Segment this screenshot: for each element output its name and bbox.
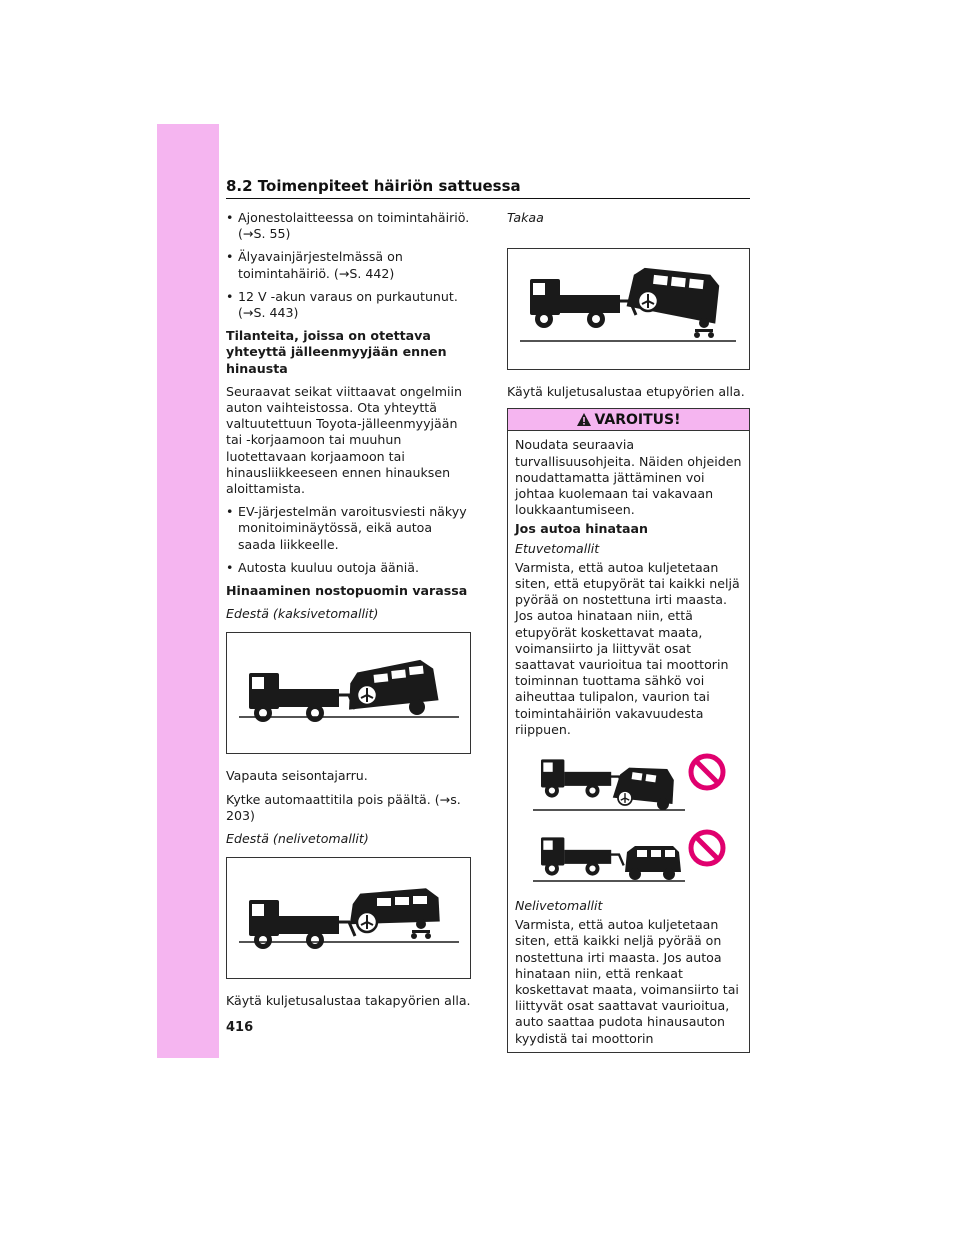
- towed-car-icon: [345, 659, 439, 716]
- figure-front-4wd: [226, 857, 471, 979]
- list-item: • Ajonestolaitteessa on toimintahäiriö. (→S. 55): [226, 210, 470, 242]
- wheel-dolly-icon: [638, 291, 658, 311]
- prohibition-icon: [691, 832, 723, 864]
- warning-intro: Noudata seuraavia turvallisuusohjeita. Näiden ohjeiden noudattamatta jättäminen voi johtaa kuolemaan tai vakavaan loukkaantumiseen.: [515, 437, 742, 518]
- text-release-brake: Vapauta seisontajarru.: [226, 768, 368, 784]
- figure-prohibited-towing: [515, 744, 743, 894]
- list-item: • Älyavainjärjestelmässä on toimintahäiriö. (→S. 442): [226, 249, 403, 281]
- figure-front-2wd: [226, 632, 471, 754]
- heading-boom-towing: Hinaaminen nostopuomin varassa: [226, 583, 468, 599]
- list-item: • EV-järjestelmän varoitusviesti näkyy monitoiminäytössä, eikä autoa saada liikkeelle.: [226, 504, 467, 552]
- wheel-dolly-icon: [357, 912, 377, 932]
- list-item: • 12 V -akun varaus on purkautunut. (→S. 443): [226, 288, 458, 321]
- warning-title: VAROITUS!: [594, 411, 681, 428]
- caption-front-2wd: Edestä (kaksivetomallit): [226, 606, 379, 622]
- page-number: 416: [226, 1020, 254, 1035]
- warning-box: [507, 408, 750, 1052]
- figure-rear: [507, 248, 750, 370]
- left-column: [226, 210, 471, 1016]
- text-rear-dolly: Käytä kuljetusalustaa takapyörien alla.: [226, 993, 471, 1009]
- prohibition-icon: [691, 756, 723, 788]
- right-column: [507, 210, 750, 1053]
- caption-front-4wd: Edestä (nelivetomallit): [226, 831, 369, 847]
- section-title: 8.2 Toimenpiteet häiriön sattuessa: [226, 177, 521, 195]
- list-item: • Autosta kuuluu outoja ääniä.: [226, 559, 419, 575]
- towed-car-icon: [625, 846, 681, 880]
- warning-triangle-icon: [577, 413, 591, 426]
- text-front-dolly: Käytä kuljetusalustaa etupyörien alla.: [507, 384, 745, 400]
- heading-contact-dealer: Tilanteita, joissa on otettava yhteyttä jälleenmyyjään ennen hinausta: [226, 328, 447, 376]
- warning-sub-2wd: Etuvetomallit: [515, 540, 600, 556]
- warning-text-2wd: Varmista, että autoa kuljetetaan siten, että etupyörät tai kaikki neljä pyörää on nostettuna irti maasta. Jos autoa hinataan niin, että etupyörät koskettavat maata, voimansiirto ja liittyvät osat saattavat vaurioitua tai moottorin toiminnan tuottama sähkö voi aiheuttaa tulipalon, vaurion tai toimintahäiriön vakavuudesta riippuen.: [515, 559, 740, 737]
- side-tab: [157, 124, 219, 1058]
- warning-text-4wd: Varmista, että autoa kuljetetaan siten, että kaikki neljä pyörää on nostettuna irti maasta. Jos autoa hinataan niin, että renkaat koskettavat maata, voimansiirto tai liittyvät osat saattavat vaurioitua, auto saattaa pudota hinausauton kyydistä tai moottorin: [515, 917, 739, 1046]
- text-auto-mode: Kytke automaattitila pois päältä. (→s. 203): [226, 791, 461, 823]
- section-divider: [226, 198, 750, 199]
- warning-body: [508, 431, 749, 1051]
- warning-heading: Jos autoa hinataan: [515, 521, 648, 537]
- paragraph-contact-dealer: Seuraavat seikat viittaavat ongelmiin auton vaihteistossa. Ota yhteyttä valtuutettuun Toyota-jälleenmyyjään tai -korjaamoon tai muuhun luotettavaan korjaamoon tai hinausliikkeeseen ennen hinauksen aloittamista.: [226, 383, 463, 497]
- warning-sub-4wd: Nelivetomallit: [515, 898, 603, 914]
- caption-rear: Takaa: [507, 210, 544, 225]
- wheel-dolly-icon: [357, 685, 377, 705]
- warning-header: [508, 409, 749, 431]
